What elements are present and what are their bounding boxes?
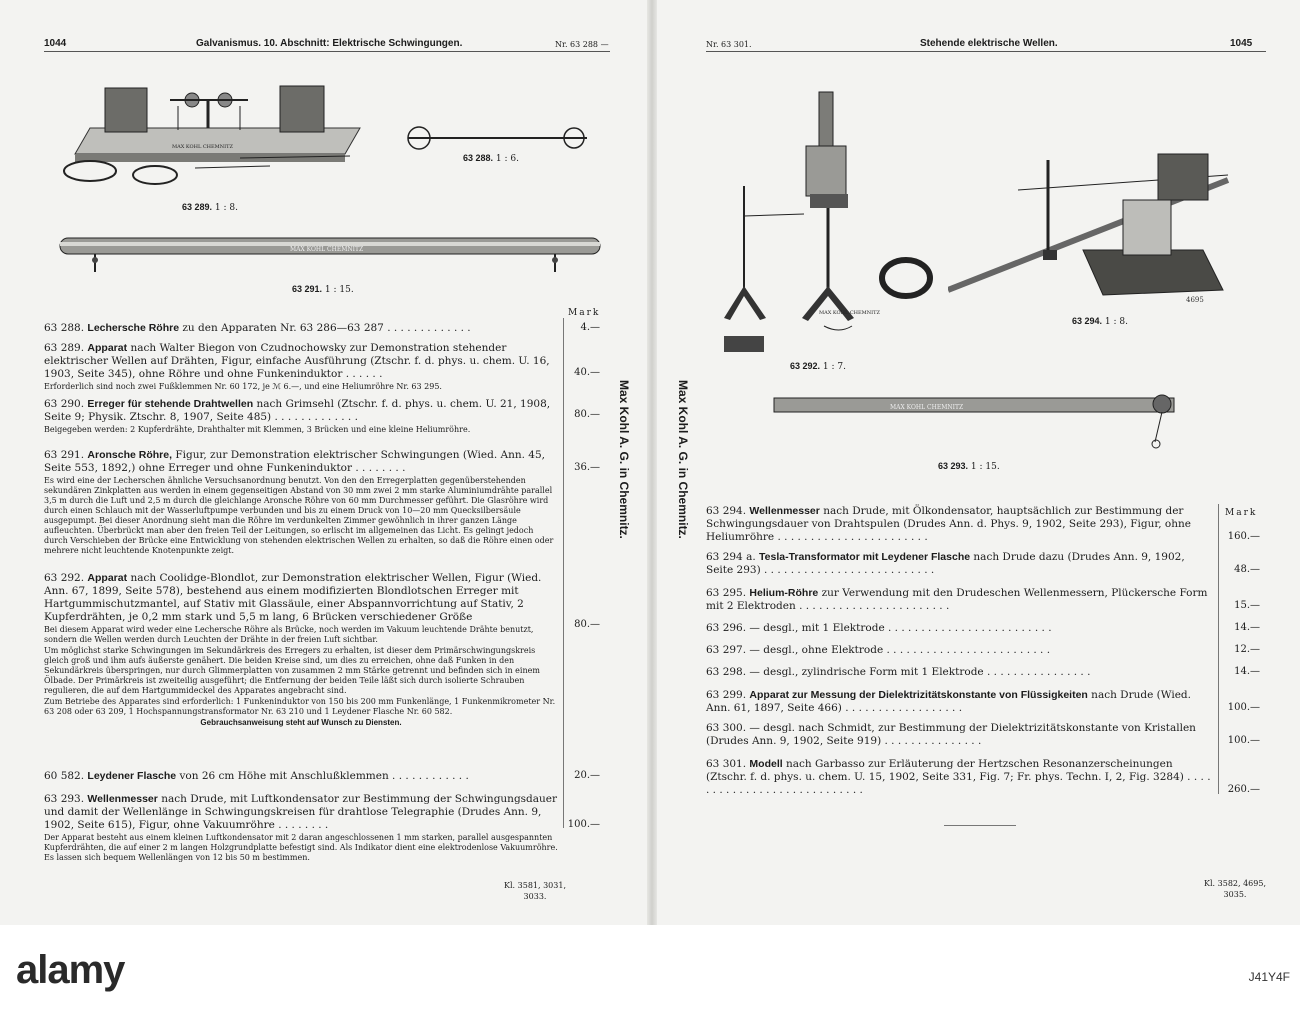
catalog-entry: 63 298. — desgl., zylindrische Form mit 1 Elektrode . . . . . . . . . . . . . . . . xyxy=(706,666,1091,678)
left-header-range: Nr. 63 288 — xyxy=(555,40,609,49)
right-header-rule xyxy=(706,51,1266,52)
catalog-entry: 63 301. Modell nach Garbasso zur Erläuterung der Hertzschen Resonanzerscheinungen (Ztschr. f. d. phys. u. chem. U. 15, 1902, Seite 331, Fig. 7; Fr. phys. Techn. I, 2, Fig. 3284) . . . . . . . . . . . . . . . . . . . . . . . . . . . . xyxy=(706,758,1211,796)
entry-price: 160.— xyxy=(1227,531,1260,542)
figure-63288-illustration xyxy=(402,126,592,150)
left-side-imprint: Max Kohl A. G. in Chemnitz. xyxy=(617,380,631,539)
plate-number: 4695 xyxy=(1186,296,1204,304)
watermark-logo: alamy xyxy=(16,948,125,992)
entry-price: 15.— xyxy=(1234,600,1260,611)
left-plate-box xyxy=(105,88,147,132)
entry-price: 36.— xyxy=(574,462,600,473)
figure-63292-illustration xyxy=(724,86,944,368)
entry-price: 100.— xyxy=(1227,735,1260,746)
figure-63291-illustration xyxy=(50,230,610,280)
entry-price: 14.— xyxy=(1234,666,1260,677)
brand-label: MAX KOHL CHEMNITZ xyxy=(890,404,964,411)
entry-price: 80.— xyxy=(574,619,600,630)
catalog-entry: 63 291. Aronsche Röhre, Figur, zur Demonstration elektrischer Schwingungen (Wied. Ann. 45, Seite 553, 1892,) ohne Erreger und ohne Funkeninduktor . . . . . . . . Es wird eine der Lecherschen ähnliche Versuchsanordnung benutzt. Von den den Erregerplatten gegenüberstehenden sekundären Zinkplatten aus werden in einem gegenseitigen Abstand von 30 mm zwei 2 mm starke Aluminiumdrähte parallel 3,5 m durch die Luft und 2,5 m durch die gleichlange Aronsche Röhre von 60 mm Durchmesser geführt. Die Glasröhre wird durch einen Schlauch mit der Wasserluftpumpe verbunden und bis zu einem Druck von 10—20 mm Quecksilbersäule ausgepumpt. Bei dieser Anordnung sieht man die Röhre im verdunkelten Zimmer gewöhnlich in ihrer ganzen Länge aufleuchten. Überbrückt man aber den freien Teil der Leitungen, so erlischt im allgemeinen das Licht. Es gelingt jedoch durch Verschieben der Brücke eine Entwicklung von stehenden elektrischen Wellen zu erhalten, so daß die Röhre einen oder mehrere nicht leuchtende Knotenpunkte zeigt. xyxy=(44,449,554,555)
wellenmesser-board xyxy=(774,398,1174,412)
entry-price: 100.— xyxy=(567,819,600,830)
left-footer-kl: Kl. 3581, 3031, 3033. xyxy=(504,881,566,901)
brand-label: MAX KOHL CHEMNITZ xyxy=(290,246,364,253)
entry-price: 48.— xyxy=(1234,564,1260,575)
catalog-entry: 63 299. Apparat zur Messung der Dielektrizitätskonstante von Flüssigkeiten nach Drude (Wied. Ann. 61, 1897, Seite 466) . . . . . . . . . . . . . . . . . . xyxy=(706,689,1191,714)
apparatus-base-front xyxy=(75,154,345,162)
right-mark-header: Mark xyxy=(1225,508,1258,518)
entry-price: 40.— xyxy=(574,367,600,378)
catalog-entry: 63 288. Lechersche Röhre zu den Apparaten Nr. 63 286—63 287 . . . . . . . . . . . . . xyxy=(44,322,471,334)
right-side-imprint: Max Kohl A. G. in Chemnitz. xyxy=(676,380,690,539)
catalog-entry: 63 300. — desgl. nach Schmidt, zur Bestimmung der Dielektrizitätskonstante von Kristallen (Drudes Ann. 9, 1902, Seite 919) . . . . . . . . . . . . . . . xyxy=(706,722,1196,747)
catalog-entry: 63 294 a. Tesla-Transformator mit Leydener Flasche nach Drude dazu (Drudes Ann. 9, 1902, Seite 293) . . . . . . . . . . . . . . . . . . . . . . . . . . xyxy=(706,551,1185,576)
wire-coil xyxy=(882,260,930,296)
catalog-entry: 63 293. Wellenmesser nach Drude, mit Luftkondensator zur Bestimmung der Schwingungsdauer und damit der Wellenlänge in Schwingungskreisen für drahtlose Telegraphie (Drudes Ann. 9, 1902, Seite 615), Figur, ohne Vakuumröhre . . . . . . . . Der Apparat besteht aus einem kleinen Luftkondensator mit 2 daran angeschlossenen 1 mm starken, parallel ausgespannten Kupferdrähten, die auf einer 2 m langen Holzgrundplatte befestigt sind. Als Indikator dient eine elektrodenlose Vakuumröhre. Es lassen sich bequem Wellenlängen von 12 bis 50 m bestimmen. xyxy=(44,793,558,862)
wire-ring xyxy=(64,161,116,181)
catalog-entry: 63 290. Erreger für stehende Drahtwellen nach Grimsehl (Ztschr. f. d. phys. u. chem. U. 21, 1908, Seite 9; Physik. Ztschr. 8, 1907, Seite 485) . . . . . . . . . . . . . Beigegeben werden: 2 Kupferdrähte, Drahthalter mit Klemmen, 3 Brücken und eine kleine Heliumröhre. xyxy=(44,398,551,434)
catalog-entry: 63 297. — desgl., ohne Elektrode . . . . . . . . . . . . . . . . . . . . . . . . . xyxy=(706,644,1051,656)
caption-63293: 63 293. 1 : 15. xyxy=(938,461,1000,472)
right-header-nr: Nr. 63 301. xyxy=(706,40,752,49)
left-page-number: 1044 xyxy=(44,38,67,49)
book-gutter xyxy=(647,0,657,925)
catalog-entry: 63 289. Apparat nach Walter Biegon von Czudnochowsky zur Demonstration stehender elektrischer Wellen auf Drähten, Figur, einfache Ausführung (Ztschr. f. d. phys. u. chem. U. 16, 1903, Seite 345), ohne Röhre und ohne Funkeninduktor . . . . . . Erforderlich sind noch zwei Fußklemmen Nr. 60 172, je ℳ 6.—, und eine Heliumröhre Nr. 63 295. xyxy=(44,342,550,391)
wellenmesser-base xyxy=(1083,250,1223,295)
wire-ring xyxy=(133,166,177,184)
figure-63289-illustration xyxy=(60,76,370,196)
brand-label: MAX KOHL CHEMNITZ xyxy=(819,310,880,316)
right-plate-box xyxy=(280,86,324,132)
left-price-column-rule xyxy=(563,318,564,828)
catalog-entry: 60 582. Leydener Flasche von 26 cm Höhe mit Anschlußklemmen . . . . . . . . . . . . xyxy=(44,770,469,782)
entry-price: 12.— xyxy=(1234,644,1260,655)
image-reference-id: J41Y4F xyxy=(1248,970,1290,984)
entry-price: 260.— xyxy=(1227,784,1260,795)
right-running-head: Stehende elektrische Wellen. xyxy=(920,38,1058,49)
caption-63291: 63 291. 1 : 15. xyxy=(292,284,354,295)
caption-63292: 63 292. 1 : 7. xyxy=(790,361,846,372)
right-footer-kl: Kl. 3582, 4695, 3035. xyxy=(1204,879,1266,899)
left-mark-header: Mark xyxy=(568,308,601,318)
catalog-entry: 63 292. Apparat nach Coolidge-Blondlot, zur Demonstration elektrischer Wellen, Figur (Wied. Ann. 67, 1899, Seite 578), bestehend aus einem modifizierten Blondlotschen Erreger mit Hartgummischutzmantel, auf Stativ mit Glassäule, einer Abspannvorrichtung auf Stativ, 2 Kupferdrähten, je 0,2 mm stark und 5,5 m lang, 6 Brücken verschiedener Größe Bei diesem Apparat wird weder eine Lechersche Röhre als Brücke, noch werden im Vakuum leuchtende Drähte benutzt, sondern die Wellen werden durch Leuchten der Drähte in der freien Luft sichtbar. Um möglichst starke Schwingungen im Sekundärkreis des Erregers zu erhalten, ist dieser dem Primärschwingungskreis gleich groß und ihm aufs äußerste genähert. Die beiden Kreise sind, um dies zu erreichen, ohne daß Funken in den Sekundärkreis überspringen, nur durch Glimmerplatten von zusammen 2 mm Stärke getrennt und befinden sich in einem Ölbade. Der Primärkreis ist zweiteilig ausgeführt; die Entfernung der beiden Teile läßt sich durch isolierte Schrauben regulieren, die auf dem Hartgummideckel des Apparates angebracht sind. Zum Betriebe des Apparates sind erforderlich: 1 Funkeninduktor von 150 bis 200 mm Funkenlänge, 1 Funkenmikrometer Nr. 63 208 oder 63 209, 1 Hochspannungstransformator Nr. 63 210 und 1 Leydener Flasche Nr. 60 582. Gebrauchsanweisung steht auf Wunsch zu Diensten. xyxy=(44,572,556,727)
entry-price: 80.— xyxy=(574,409,600,420)
entry-price: 4.— xyxy=(580,322,600,333)
caption-63288: 63 288. 1 : 6. xyxy=(463,153,519,164)
entry-price: 14.— xyxy=(1234,622,1260,633)
caption-63289: 63 289. 1 : 8. xyxy=(182,202,238,213)
section-end-rule xyxy=(944,825,1016,826)
stock-footer-bar xyxy=(0,925,1300,1019)
catalog-entry: 63 294. Wellenmesser nach Drude, mit Ölkondensator, hauptsächlich zur Bestimmung der Schwingungsdauer von Drahtspulen (Drudes Ann. d. Phys. 9, 1902, Seite 293), Figur, ohne Heliumröhre . . . . . . . . . . . . . . . . . . . . . . . xyxy=(706,505,1191,543)
left-header-rule xyxy=(44,51,610,52)
caption-63294: 63 294. 1 : 8. xyxy=(1072,316,1128,327)
entry-price: 20.— xyxy=(574,770,600,781)
brand-label: MAX KOHL CHEMNITZ xyxy=(172,144,233,150)
catalog-entry: 63 295. Helium-Röhre zur Verwendung mit den Drudeschen Wellenmessern, Plückersche Form mit 2 Elektroden . . . . . . . . . . . . . . . . . . . . . . . xyxy=(706,587,1208,612)
catalog-entry: 63 296. — desgl., mit 1 Elektrode . . . . . . . . . . . . . . . . . . . . . . . . . xyxy=(706,622,1052,634)
right-price-column-rule xyxy=(1218,504,1219,794)
figure-63294-illustration xyxy=(948,140,1238,310)
left-running-head: Galvanismus. 10. Abschnitt: Elektrische Schwingungen. xyxy=(196,38,463,49)
entry-price: 100.— xyxy=(1227,702,1260,713)
right-page-number: 1045 xyxy=(1230,38,1253,49)
figure-63293-illustration xyxy=(770,392,1200,454)
